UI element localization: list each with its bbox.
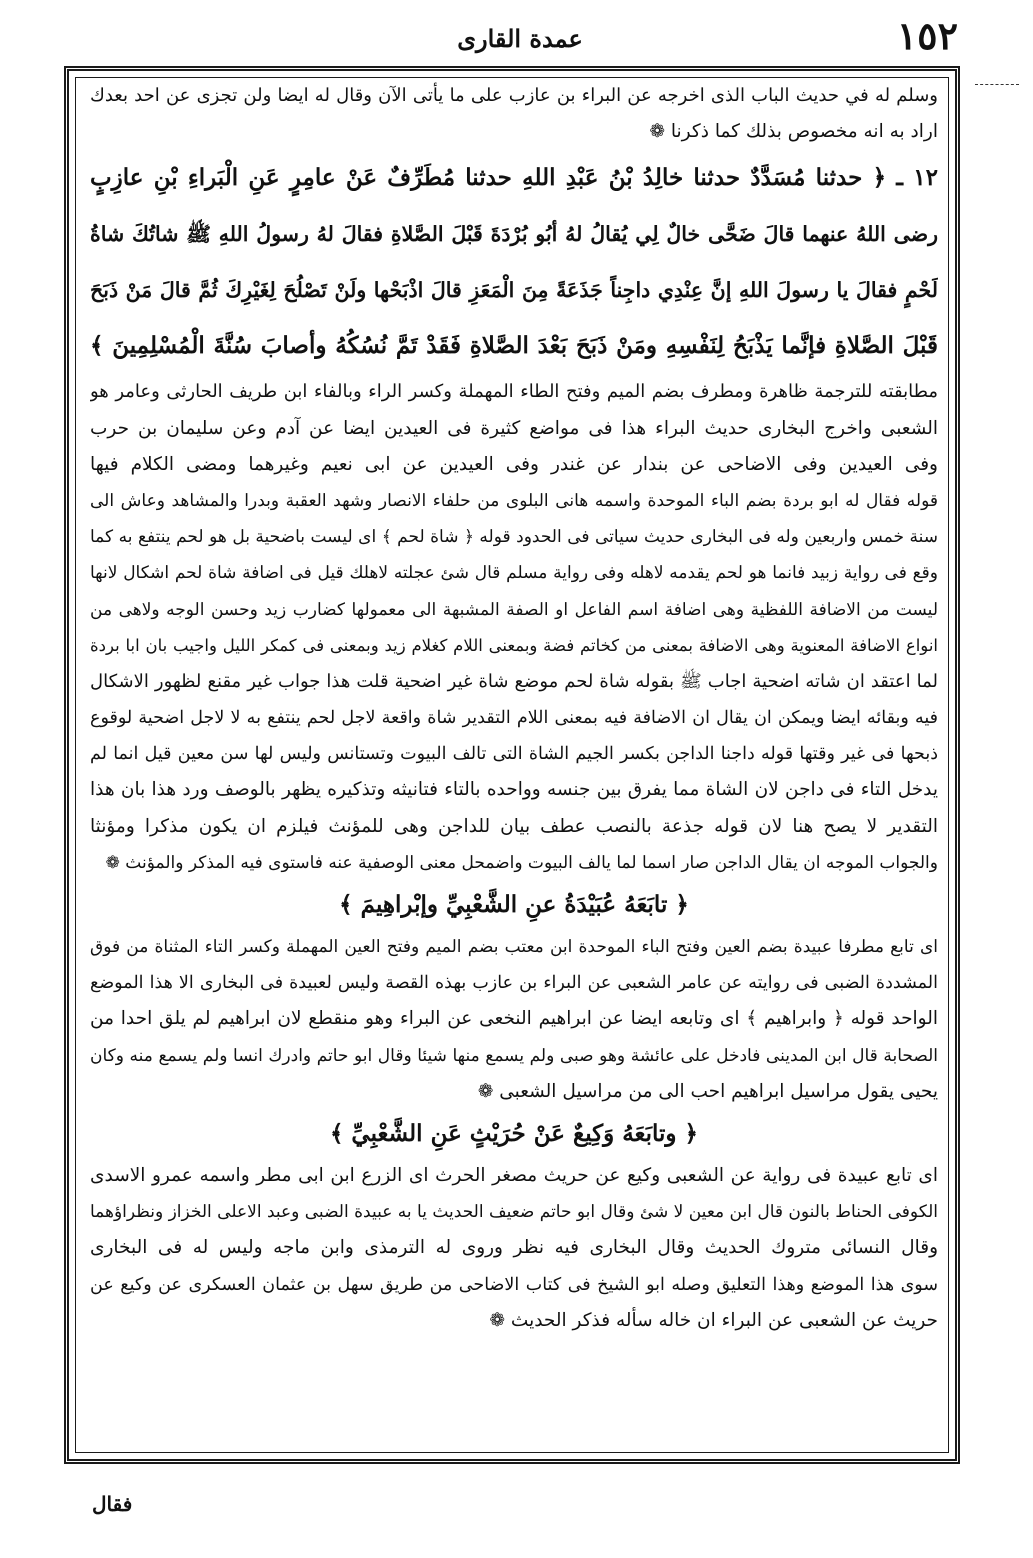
text-line: المشددة الضبى فى روايته عن عامر الشعبى عن البراء بن عازب بهذه القصة وليس لعبيدة فى البخارى الا هذا الموضع bbox=[90, 973, 938, 994]
text-line: وقال النسائى متروك الحديث وقال البخارى فيه نظر وروى له الترمذى وابن ماجه وليس له فى البخارى bbox=[90, 1237, 938, 1259]
text-line: وسلم له في حديث الباب الذى اخرجه عن البراء بن عازب على ما يأتى الآن وقال له ايضا ولن تجزى عن احد بعدك bbox=[90, 85, 938, 106]
book-title: عمدة القارى bbox=[457, 24, 583, 53]
page-number: ١٥٢ bbox=[896, 13, 958, 58]
text-line: سنة خمس واربعين وله فى البخارى حديث سياتى فى الحدود قوله ﴿ شاة لحم ﴾ اى ليست باضحية بل هو لحم ينتفع به كما bbox=[90, 527, 938, 548]
text-line: اى تابع مطرفا عبيدة بضم العين وفتح الباء الموحدة ابن معتب بضم الميم وفتح العين المهملة وكسر التاء المثناة من فوق bbox=[90, 937, 938, 957]
intro-paragraph bbox=[90, 78, 938, 150]
hadith-text bbox=[90, 150, 938, 374]
text-line: التقدير لا يصح هنا لان قوله جذعة بالنصب عطف بيان للداجن وهى للمؤنث فيلزم ان يكون مذكرا ومؤنثا bbox=[90, 815, 938, 837]
text-line: ليست من الاضافة اللفظية وهى اضافة اسم الفاعل او الصفة المشبهة الى معمولها كضارب زيد وحسن الوجه ولاهى من bbox=[90, 599, 938, 620]
commentary-paragraph bbox=[90, 374, 938, 881]
text-line: انواع الاضافة المعنوية وهى الاضافة بمعنى من كخاتم فضة وبمعنى اللام كغلام زيد وبمعنى فى كمكر الليل واجيب بان ابا بردة bbox=[90, 635, 938, 655]
text-line: الواحد قوله ﴿ وابراهيم ﴾ اى وتابعه ايضا عن ابراهيم النخعى عن البراء وهو منقطع لان ابراهيم لم يلق احدا من bbox=[90, 1008, 938, 1030]
text-line: لما اعتقد ان شاته اضحية اجاب ﷺ بقوله شاة لحم موضع شاة غير اضحية قلت هذا جواب غير مقنع لظهور الاشكال bbox=[90, 670, 938, 692]
page-content bbox=[90, 78, 938, 1454]
text-line: وقع فى رواية زبيد فانما هو لحم يقدمه لاهله وفى رواية مسلم قال شئ عجلته لاهلك قيل فى اضافة شاة لحم اشكال لانها bbox=[90, 563, 938, 584]
text-line: اى تابع عبيدة فى رواية عن الشعبى وكيع عن حريث مصغر الحرث اى الزرع ابن ابى مطر واسمه عمرو الاسدى bbox=[90, 1164, 938, 1186]
text-line: فيه وبقائه ايضا ويمكن ان يقال ان الاضافة فيه بمعنى اللام التقدير شاة واقعة لاجل لحم ينتفع به لا لاجل اضحية لوقوع bbox=[90, 708, 938, 729]
text-line: وفى العيدين وفى الاضاحى عن بندار عن غندر وفى العيدين عن ابى نعيم وغيرهما ومضى الكلام فيها bbox=[90, 453, 938, 475]
text-line: سوى هذا الموضع وهذا التعليق وصله ابو الشيخ فى كتاب الاضاحى من طريق سهل بن عثمان العسكرى عن وكيع عن bbox=[90, 1274, 938, 1295]
text-line: ذبحها فى غير وقتها قوله داجنا الداجن بكسر الجيم الشاة التى تالف البيوت وتستانس وليس لها سن معين قيل انما لم bbox=[90, 744, 938, 765]
text-line: الشعبى واخرج البخارى حديث البراء هذا فى مواضع كثيرة فى العيدين ايضا عن آدم وعن سليمان بن حرب bbox=[90, 417, 938, 439]
text-line: الصحابة قال ابن المدينى فادخل على عائشة وهو صبى ولم يسمع منها شيئا وقال ابو حاتم وادرك انسا ولم يسمع منه وكان bbox=[90, 1045, 938, 1066]
hadith-line: ١٢ ـ ﴿ حدثنا مُسَدَّدٌ حدثنا خالِدُ بْنُ عَبْدِ اللهِ حدثنا مُطَرِّفٌ عَنْ عامِرٍ عَنِ الْبَراءِ بْنِ عازِبٍ bbox=[90, 164, 938, 192]
text-line: يحيى يقول مراسيل ابراهيم احب الى من مراسيل الشعبى ❁ bbox=[477, 1080, 938, 1102]
section-heading: ﴿ تابَعَهُ عُبَيْدَةُ عنِ الشَّعْبِيِّ وإبْراهِيمَ ﴾ bbox=[339, 891, 689, 918]
section-paragraph bbox=[90, 929, 938, 1110]
page-header bbox=[70, 14, 970, 60]
text-line: الكوفى الحناط بالنون قال ابن معين لا شئ وقال ابو حاتم ضعيف الحديث يا به عبيدة الضبى وعبد الاعلى الخزاز ونظراؤهما bbox=[90, 1202, 938, 1223]
text-line: اراد به انه مخصوص بذلك كما ذكرنا ❁ bbox=[649, 121, 938, 143]
section-paragraph bbox=[90, 1158, 938, 1339]
catchword: فقال bbox=[92, 1492, 133, 1516]
text-line: مطابقته للترجمة ظاهرة ومطرف بضم الميم وفتح الطاء المهملة وكسر الراء وبالفاء ابن طريف الحارثى وعامر هو bbox=[90, 381, 938, 403]
hadith-line: قَبْلَ الصَّلاةِ فإنَّما يَذْبَحُ لِنَفْسِهِ ومَنْ ذَبَحَ بَعْدَ الصَّلاةِ فَقَدْ تَمَّ نُسُكُهُ وأصابَ سُنَّةَ الْمُسْلِمِينَ ﴾ bbox=[90, 332, 938, 360]
section-heading: ﴿ وتابَعَهُ وَكِيعٌ عَنْ حُرَيْثٍ عَنِ الشَّعْبِيِّ ﴾ bbox=[329, 1119, 699, 1147]
text-line: والجواب الموجه ان يقال الداجن صار اسما لما يالف البيوت واضمحل معنى الوصفية عنه فاستوى فيه المذكر والمؤنث ❁ bbox=[105, 852, 938, 873]
text-line: حريث عن الشعبى عن البراء ان خاله سأله فذكر الحديث ❁ bbox=[489, 1309, 938, 1331]
hadith-line: لَحْمٍ فقالَ يا رسولَ اللهِ إنَّ عِنْدِي داجِناً جَذَعَةً مِنَ الْمَعَزِ قالَ اذْبَحْها ولَنْ تَصْلُحَ لِغَيْرِكَ ثُمَّ قالَ مَنْ ذَبَحَ bbox=[90, 278, 938, 303]
text-line: قوله فقال له ابو بردة بضم الباء الموحدة واسمه هانى البلوى من حلفاء الانصار وشهد العقبة وبدرا والمشاهد وعاش الى bbox=[90, 490, 938, 511]
hadith-line: رضى اللهُ عنهما قالَ ضَحَّى خالٌ لِي يُقالُ لهُ أبُو بُرْدَةَ قَبْلَ الصَّلاةِ فقالَ لهُ رسولُ اللهِ ﷺ شاتُكَ شاةُ bbox=[90, 222, 938, 247]
text-line: يدخل التاء فى داجن لان الشاة مما يفرق بين جنسه وواحده بالتاء فتانيثه وتذكيره يظهر بالوصف ورد هذا بان هذا bbox=[90, 779, 938, 801]
margin-mark bbox=[975, 84, 1019, 91]
